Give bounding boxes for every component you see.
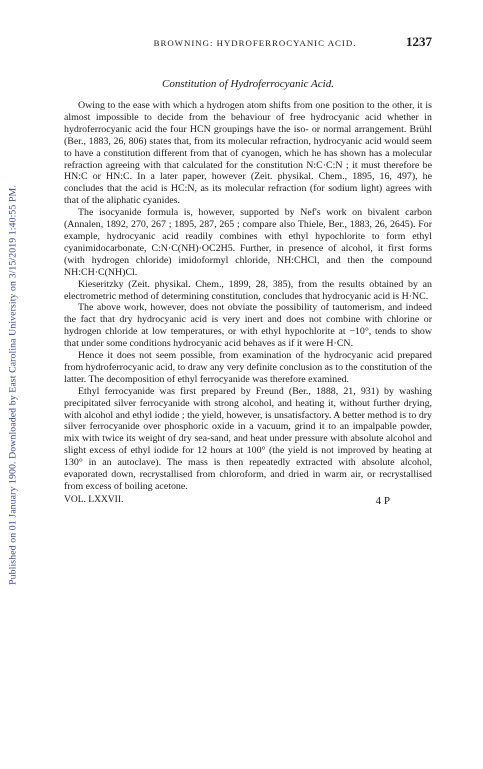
paragraph: The isocyanide formula is, however, supported by Nef's work on bivalent carbon (Annalen, 1892, 270, 267 ; 1895, 287, 265 ; compare also Thiele, Ber., 1883, 26, 2645). For example, hydrocyanic acid readily combines with ethyl hypochlorite to form ethyl cyanimidocarbonate, C:N·C(NH)·OC2H5. Further, in presence of alcohol, it first forms (with hydrogen chloride) imidoformyl chloride, NH:CHCl, and then the compound NH:CH·C(NH)Cl.: [64, 207, 432, 278]
signature-mark: 4 P: [375, 494, 390, 507]
page-number: 1237: [406, 34, 432, 49]
journal-page: [64, 34, 432, 507]
paragraph: Kieseritzky (Zeit. physikal. Chem., 1899, 28, 385), from the results obtained by an electrometric method of determining constitution, concludes that hydrocyanic acid is H·NC.: [64, 278, 432, 302]
paragraph: Hence it does not seem possible, from examination of the hydrocyanic acid prepared from hydroferrocyanic acid, to draw any very definite conclusion as to the constitution of the latter. The decomposition of ethyl ferrocyanide was therefore examined.: [64, 350, 432, 385]
page-footer: [64, 495, 432, 507]
section-title: Constitution of Hydroferrocyanic Acid.: [162, 78, 334, 90]
paragraph: Owing to the ease with which a hydrogen atom shifts from one position to the other, it is almost impossible to decide from the behaviour of free hydrocyanic acid whether in hydroferrocyanic acid the four HCN groupings have the iso- or normal arrangement. Brühl (Ber., 1883, 26, 806) states that, from its molecular refraction, hydrocyanic acid would seem to have a constitution different from that of cyanogen, which he has shown has a molecular refraction agreeing with that calculated for the constitution N:C·C:N ; it must therefore be HN:C or HN:C. In a later paper, however (Zeit. physikal. Chem., 1895, 16, 497), he concludes that the acid is HC:N, as its molecular refraction (for sodium light) agrees with that of the aliphatic cyanides.: [64, 100, 432, 207]
download-watermark-text: Published on 01 January 1900. Downloaded by East Carolina University on 3/15/2019 1:40:55 PM.: [7, 184, 19, 585]
paragraph: Ethyl ferrocyanide was first prepared by Freund (Ber., 1888, 21, 931) by washing precipitated silver ferrocyanide with strong alcohol, and heating it, without further drying, with alcohol and ethyl iodide ; the yield, however, is unsatisfactory. A better method is to dry silver ferrocyanide over phosphoric oxide in a vacuum, grind it to an impalpable powder, mix with twice its weight of dry sea-sand, and heat under pressure with absolute alcohol and slight excess of ethyl iodide for 12 hours at 100° (the yield is not improved by heating at 130° in an autoclave). The mass is then repeatedly extracted with absolute alcohol, evaporated down, recrystallised from chloroform, and dried in warm air, or recrystallised from excess of boiling acetone.: [64, 385, 432, 492]
running-head: [64, 34, 432, 52]
download-watermark: [0, 0, 26, 769]
volume-label: VOL. LXXVII.: [64, 494, 124, 505]
running-title: BROWNING: HYDROFERROCYANIC ACID.: [153, 38, 357, 48]
paragraph: The above work, however, does not obviate the possibility of tautomerism, and indeed the fact that dry hydrocyanic acid is very inert and does not combine with chlorine or hydrogen chloride at low temperatures, or with ethyl hypochlorite at −10°, tends to show that under some conditions hydrocyanic acid behaves as if it were H·CN.: [64, 302, 432, 350]
body-text: [64, 100, 432, 493]
